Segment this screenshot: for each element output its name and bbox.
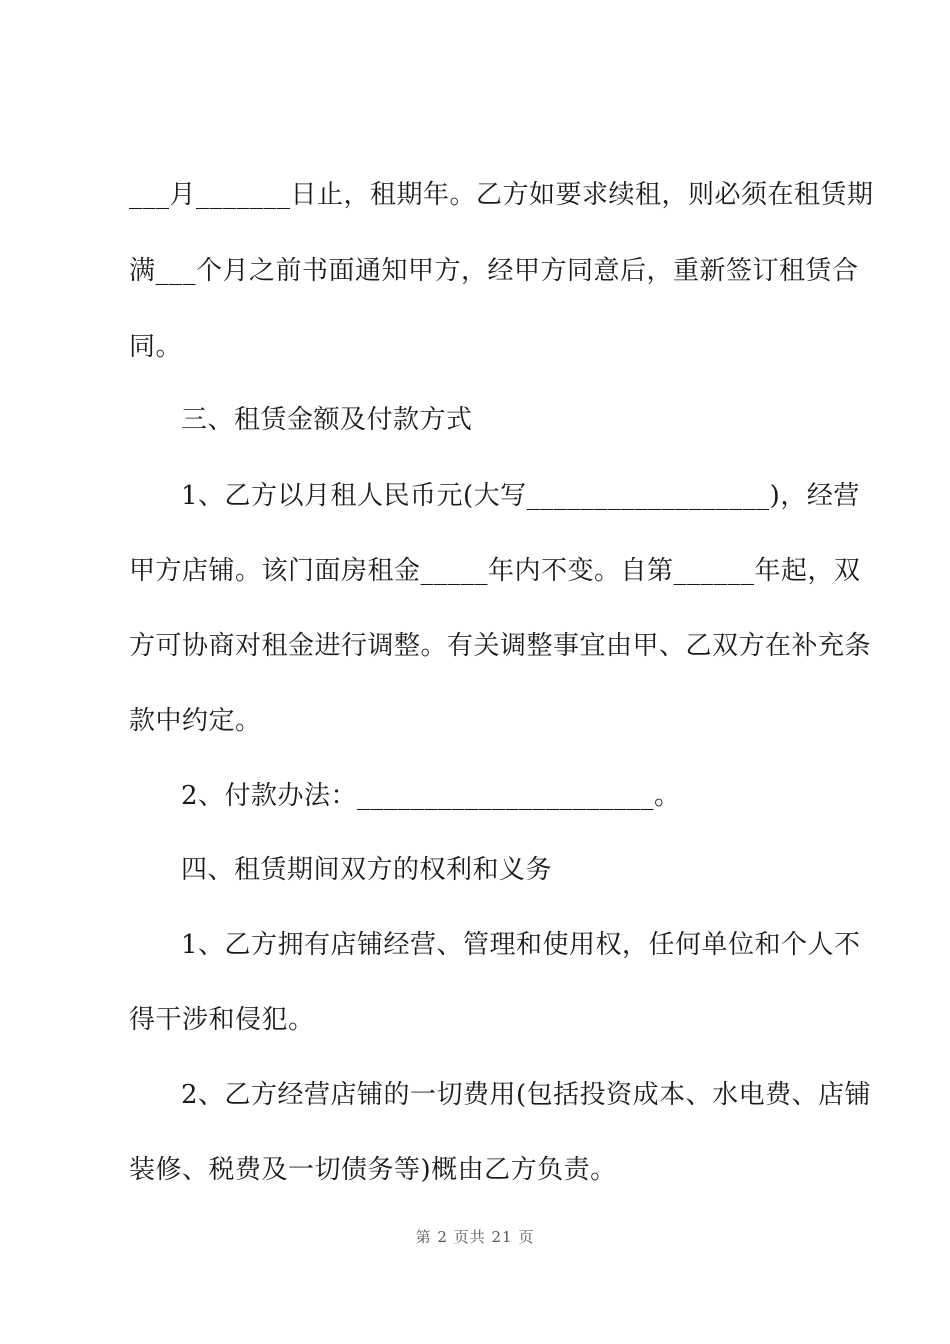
paragraph-line: 2、付款办法：______________________。 xyxy=(181,781,681,811)
paragraph-line: 1、乙方以月租人民币元(大写__________________)，经营 xyxy=(181,481,860,511)
paragraph-line: 同。 xyxy=(129,332,183,362)
paragraph-line: 款中约定。 xyxy=(129,706,262,736)
section-heading: 四、租赁期间双方的权利和义务 xyxy=(181,855,553,885)
paragraph-line: ___月_______日止，租期年。乙方如要求续租，则必须在租赁期 xyxy=(129,180,874,210)
paragraph-line: 满___个月之前书面通知甲方，经甲方同意后，重新签订租赁合 xyxy=(129,256,859,286)
section-heading: 三、租赁金额及付款方式 xyxy=(181,405,473,435)
paragraph-line: 装修、税费及一切债务等)概由乙方负责。 xyxy=(129,1155,617,1185)
paragraph-line: 甲方店铺。该门面房租金_____年内不变。自第______年起，双 xyxy=(129,556,861,586)
paragraph-line: 1、乙方拥有店铺经营、管理和使用权，任何单位和个人不 xyxy=(181,930,861,960)
paragraph-line: 得干涉和侵犯。 xyxy=(129,1005,315,1035)
paragraph-line: 2、乙方经营店铺的一切费用(包括投资成本、水电费、店铺 xyxy=(181,1080,872,1110)
paragraph-line: 方可协商对租金进行调整。有关调整事宜由甲、乙双方在补充条 xyxy=(129,631,872,661)
page-number-footer: 第 2 页共 21 页 xyxy=(415,1228,535,1246)
